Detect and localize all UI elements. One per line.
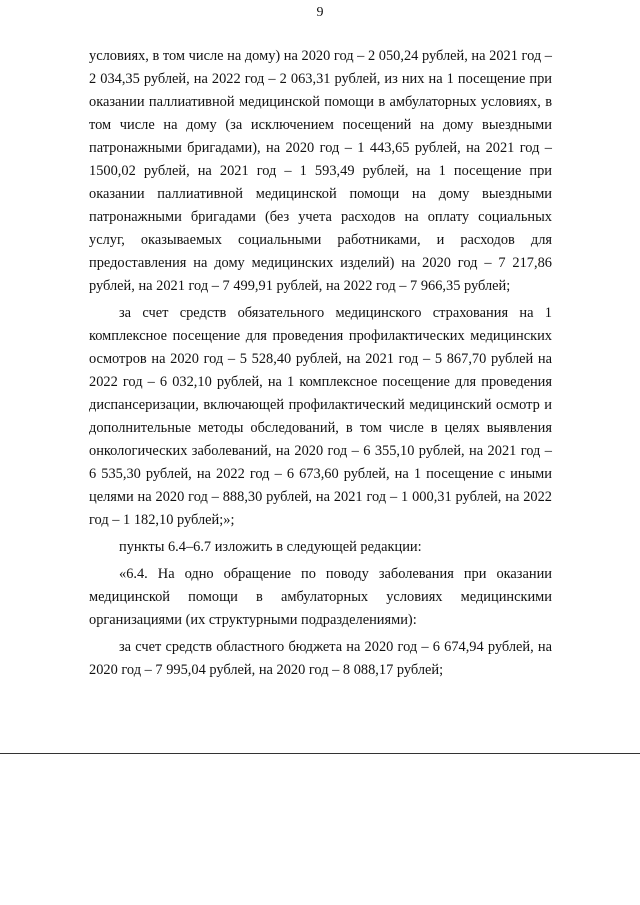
paragraph-regional-budget: за счет средств областного бюджета на 2020 год – 6 674,94 рублей, на 2020 год – 7 995,04 рублей, на 2020 год – 8 088,17 рублей;: [89, 639, 552, 678]
paragraph-oms-rates: за счет средств обязательного медицинского страхования на 1 комплексное посещение для проведения профилактических медицинских осмотров на 2020 год – 5 528,40 рублей, на 2021 год – 5 867,70 рублей на 2022 год – 6 032,10 рублей, на 1 комплексное посещение для проведения диспансеризации, включающей профилактический медицинский осмотр и дополнительные методы обследований, в том числе в целях выявления онкологических заболеваний, на 2020 год – 6 355,10 рублей, на 2021 год – 6 535,30 рублей, на 2022 год – 6 673,60 рублей, на 1 посещение с иными целями на 2020 год – 888,30 рублей, на 2021 год – 1 000,31 рублей, на 2022 год – 1 182,10 рублей;»;: [89, 305, 552, 528]
page-number: 9: [316, 5, 324, 20]
paragraph-item-6-4: «6.4. На одно обращение по поводу заболевания при оказании медицинской помощи в амбулаторных условиях медицинскими организациями (их структурными подразделениями):: [89, 566, 552, 628]
paragraph-outpatient-rates: условиях, в том числе на дому) на 2020 год – 2 050,24 рублей, на 2021 год – 2 034,35 рублей, на 2022 год – 2 063,31 рублей, из них на 1 посещение при оказании паллиативной медицинской помощи в амбулаторных условиях, в том числе на дому (за исключением посещений на дому выездными патронажными бригадами), на 2020 год – 1 443,65 рублей, на 2021 год – 1500,02 рублей, на 2021 год – 1 593,49 рублей, на 1 посещение при оказании паллиативной медицинской помощи на дому выездными патронажными бригадами (без учета расходов на оплату социальных услуг, оказываемых социальными работниками, и расходов для предоставления на дому медицинских изделий) на 2020 год – 7 217,86 рублей, на 2021 год – 7 499,91 рублей, на 2022 год – 7 966,35 рублей;: [89, 48, 552, 294]
page-bottom-rule: [0, 753, 640, 754]
document-body: [89, 45, 552, 682]
paragraph-amendment-intro: пункты 6.4–6.7 изложить в следующей редакции:: [119, 539, 422, 555]
